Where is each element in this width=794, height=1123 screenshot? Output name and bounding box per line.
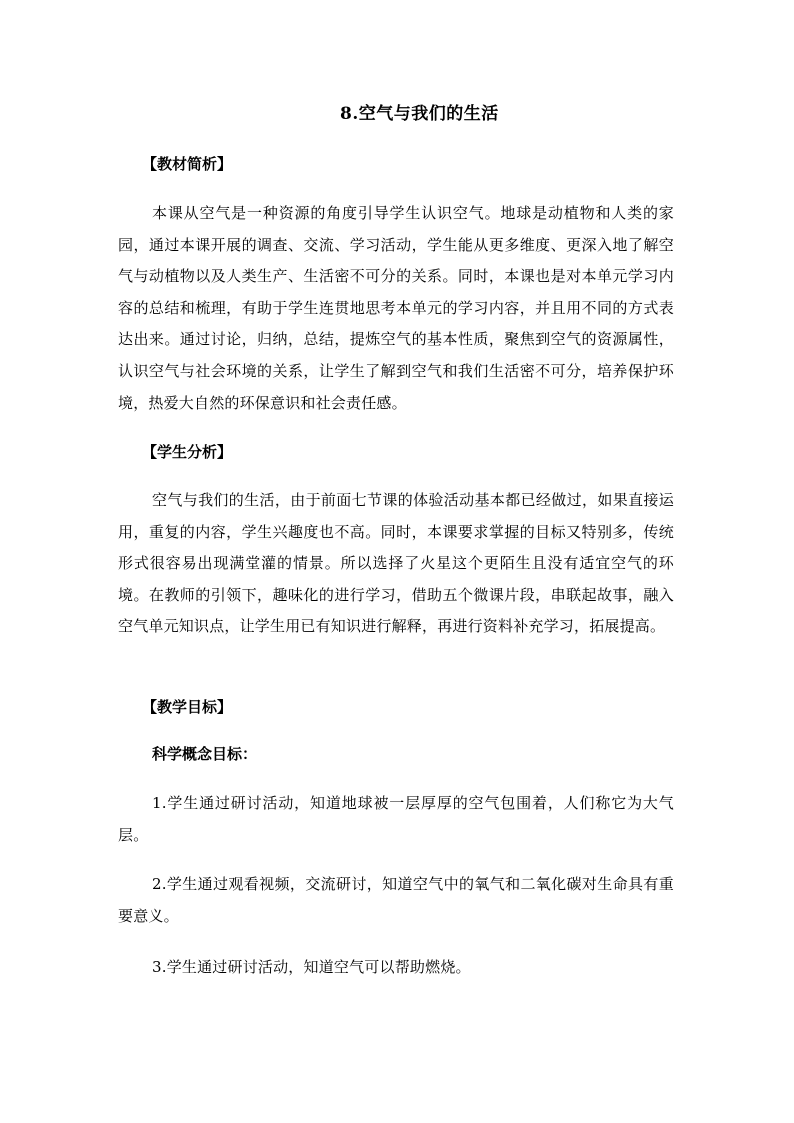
objective-item: 2.学生通过观看视频，交流研讨，知道空气中的氧气和二氧化碳对生命具有重要意义。 — [118, 875, 674, 925]
objective-item: 3.学生通过研讨活动，知道空气可以帮助燃烧。 — [152, 958, 471, 976]
textbook-analysis-paragraph: 本课从空气是一种资源的角度引导学生认识空气。地球是动植物和人类的家园，通过本课开展的调查、交流、学习活动，学生能从更多维度、更深入地了解空气与动植物以及人类生产、生活密不可分的关系。同时，本课也是对本单元学习内容的总结和梳理，有助于学生连贯地思考本单元的学习内容，并且用不同的方式表达出来。通过讨论，归纳，总结，提炼空气的基本性质，聚焦到空气的资源属性，认识空气与社会环境的关系，让学生了解到空气和我们生活密不可分，培养保护环境，热爱大自然的环保意识和社会责任感。 — [118, 204, 674, 412]
document-title: 8.空气与我们的生活 — [340, 104, 499, 124]
student-analysis-paragraph: 空气与我们的生活，由于前面七节课的体验活动基本都已经做过，如果直接运用，重复的内容，学生兴趣度也不高。同时，本课要求掌握的目标又特别多，传统形式很容易出现满堂灌的情景。所以选择了火星这个更陌生且没有适宜空气的环境。在教师的引领下，趣味化的进行学习，借助五个微课片段，串联起故事，融入空气单元知识点，让学生用已有知识进行解释，再进行资料补充学习，拓展提高。 — [118, 491, 674, 636]
section-heading-textbook-analysis: 【教材简析】 — [142, 155, 233, 173]
section-heading-teaching-objectives: 【教学目标】 — [142, 698, 233, 716]
section-heading-student-analysis: 【学生分析】 — [142, 443, 233, 461]
objective-item: 1.学生通过研讨活动，知道地球被一层厚厚的空气包围着，人们称它为大气层。 — [118, 794, 674, 844]
science-concept-objectives-heading: 科学概念目标： — [152, 745, 258, 763]
